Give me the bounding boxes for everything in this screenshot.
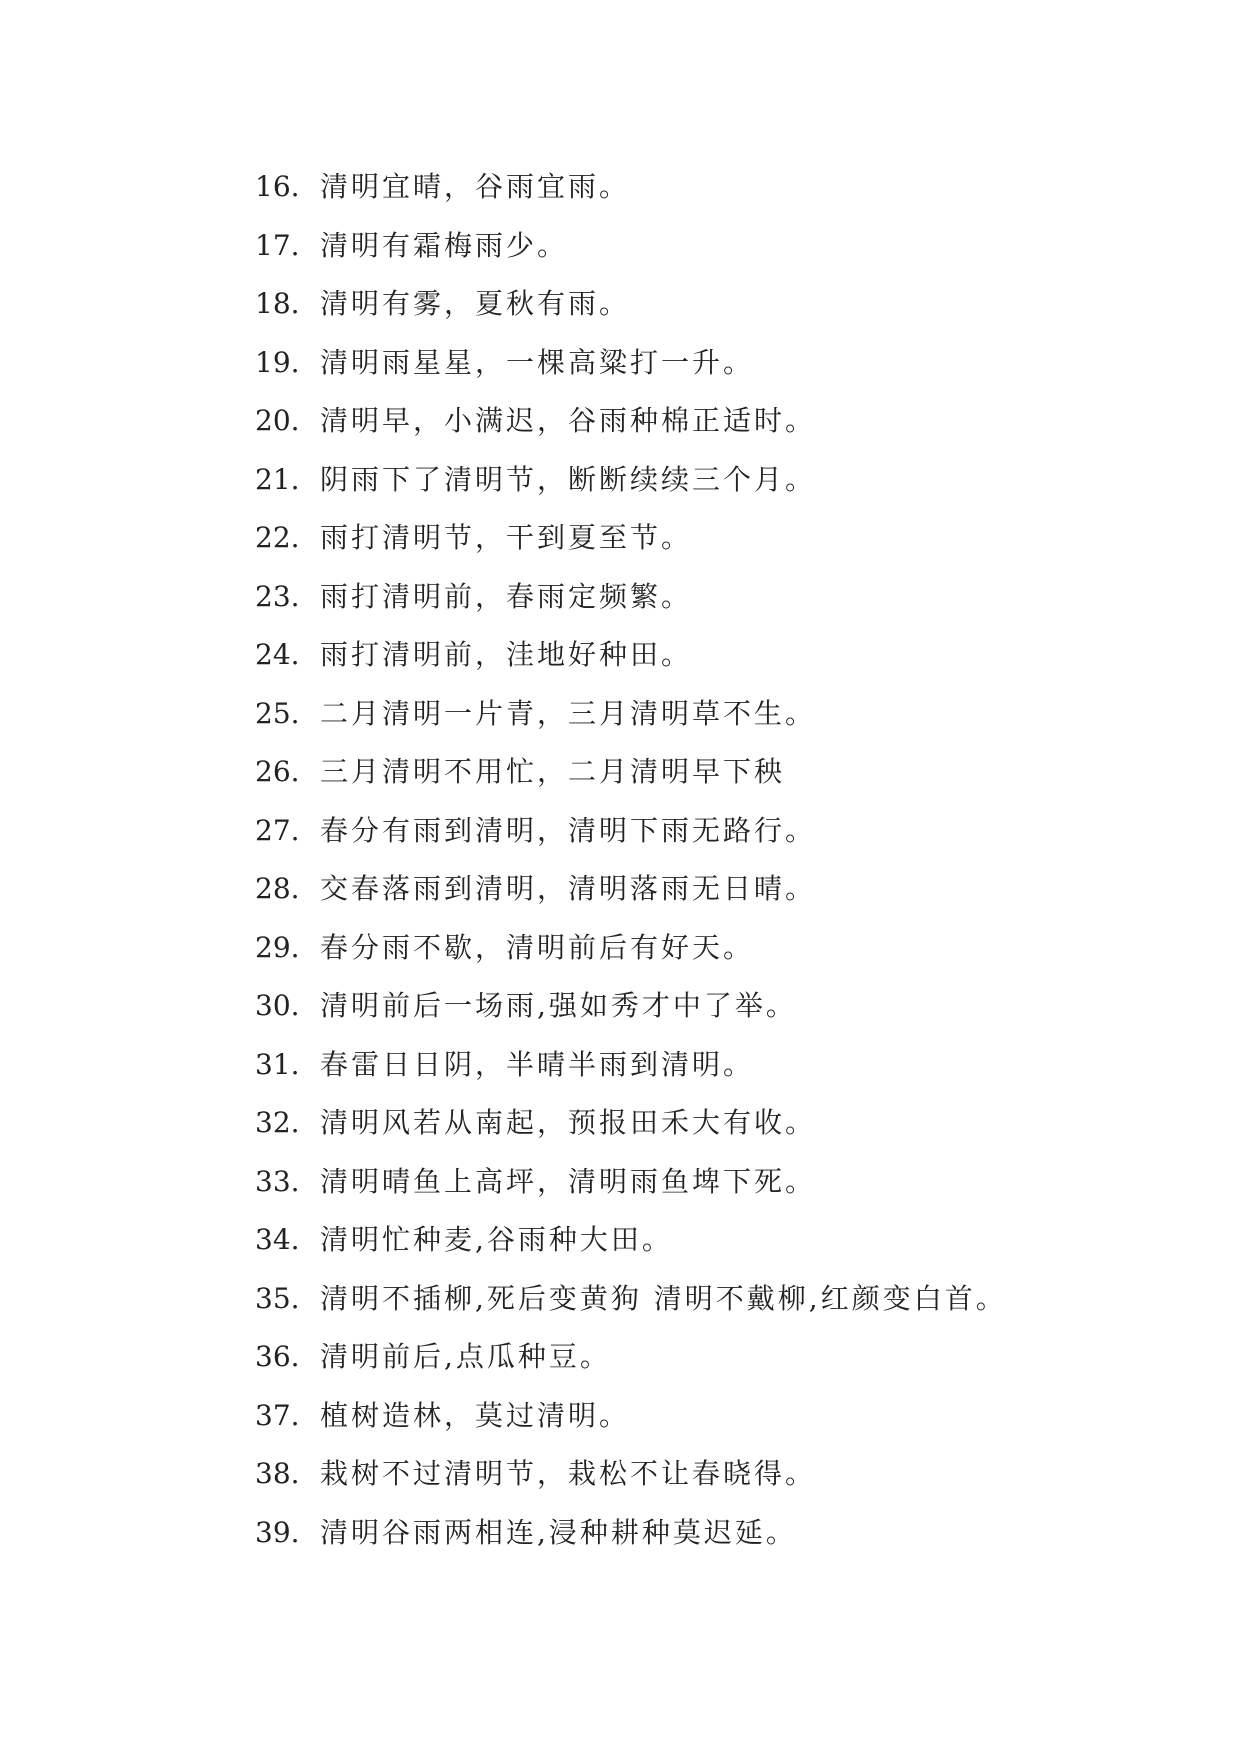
item-number: 17. [255, 228, 300, 262]
item-number: 27. [255, 813, 300, 847]
list-item [255, 275, 1215, 334]
item-text: 春雷日日阴，半晴半雨到清明。 [320, 1047, 755, 1081]
item-number: 31. [255, 1047, 300, 1081]
item-text: 雨打清明前，洼地好种田。 [320, 638, 693, 671]
item-number: 36. [255, 1340, 300, 1373]
item-text: 清明前后一场雨,强如秀才中了举。 [320, 989, 797, 1022]
list-item [255, 1094, 1215, 1153]
item-text: 清明谷雨两相连,浸种耕种莫迟延。 [320, 1515, 797, 1549]
list-item [255, 1036, 1215, 1095]
item-number: 29. [255, 930, 300, 964]
list-item [255, 1211, 1215, 1270]
list-item [255, 568, 1215, 627]
item-number: 24. [255, 638, 300, 671]
list-item [255, 685, 1215, 744]
item-text: 交春落雨到清明，清明落雨无日晴。 [320, 872, 817, 905]
item-number: 21. [255, 462, 300, 496]
list-item [255, 1270, 1215, 1329]
item-number: 28. [255, 872, 300, 905]
item-text: 清明宜晴，谷雨宜雨。 [320, 170, 631, 203]
proverb-list [255, 158, 1215, 1562]
list-item [255, 1504, 1215, 1563]
list-item [255, 451, 1215, 510]
list-item [255, 217, 1215, 276]
item-number: 16. [255, 170, 300, 203]
item-number: 18. [255, 287, 300, 320]
list-item [255, 743, 1215, 802]
list-item [255, 334, 1215, 393]
list-item [255, 158, 1215, 217]
list-item [255, 1387, 1215, 1446]
item-number: 39. [255, 1515, 300, 1549]
item-text: 清明不插柳,死后变黄狗 清明不戴柳,红颜变白首。 [320, 1281, 1007, 1315]
item-text: 雨打清明节，干到夏至节。 [320, 521, 693, 554]
item-number: 26. [255, 755, 300, 788]
list-item [255, 1328, 1215, 1387]
list-item [255, 626, 1215, 685]
list-item [255, 802, 1215, 861]
item-number: 20. [255, 404, 300, 437]
list-item [255, 977, 1215, 1036]
item-text: 清明有霜梅雨少。 [320, 228, 569, 262]
item-number: 22. [255, 521, 300, 554]
item-text: 清明有雾，夏秋有雨。 [320, 287, 631, 320]
item-text: 清明前后,点瓜种豆。 [320, 1340, 611, 1373]
item-number: 33. [255, 1164, 300, 1198]
item-text: 栽树不过清明节，栽松不让春晓得。 [320, 1457, 817, 1490]
item-number: 23. [255, 579, 300, 613]
item-text: 阴雨下了清明节，断断续续三个月。 [320, 462, 817, 496]
item-text: 清明早，小满迟，谷雨种棉正适时。 [320, 404, 817, 437]
item-number: 32. [255, 1106, 300, 1139]
item-text: 清明忙种麦,谷雨种大田。 [320, 1223, 673, 1256]
list-item [255, 509, 1215, 568]
item-text: 二月清明一片青，三月清明草不生。 [320, 696, 817, 730]
item-text: 清明晴鱼上高坪，清明雨鱼埤下死。 [320, 1164, 817, 1198]
item-text: 清明雨星星，一棵高粱打一升。 [320, 345, 755, 379]
item-number: 37. [255, 1398, 300, 1432]
item-number: 38. [255, 1457, 300, 1490]
item-number: 35. [255, 1281, 300, 1315]
list-item [255, 860, 1215, 919]
list-item [255, 1153, 1215, 1212]
item-text: 三月清明不用忙，二月清明早下秧 [320, 755, 786, 788]
item-text: 植树造林，莫过清明。 [320, 1398, 631, 1432]
item-number: 19. [255, 345, 300, 379]
item-text: 春分有雨到清明，清明下雨无路行。 [320, 813, 817, 847]
item-text: 清明风若从南起，预报田禾大有收。 [320, 1106, 817, 1139]
list-item [255, 919, 1215, 978]
item-number: 25. [255, 696, 300, 730]
item-text: 雨打清明前，春雨定频繁。 [320, 579, 693, 613]
item-number: 34. [255, 1223, 300, 1256]
item-number: 30. [255, 989, 300, 1022]
item-text: 春分雨不歇，清明前后有好天。 [320, 930, 755, 964]
list-item [255, 392, 1215, 451]
list-item [255, 1445, 1215, 1504]
